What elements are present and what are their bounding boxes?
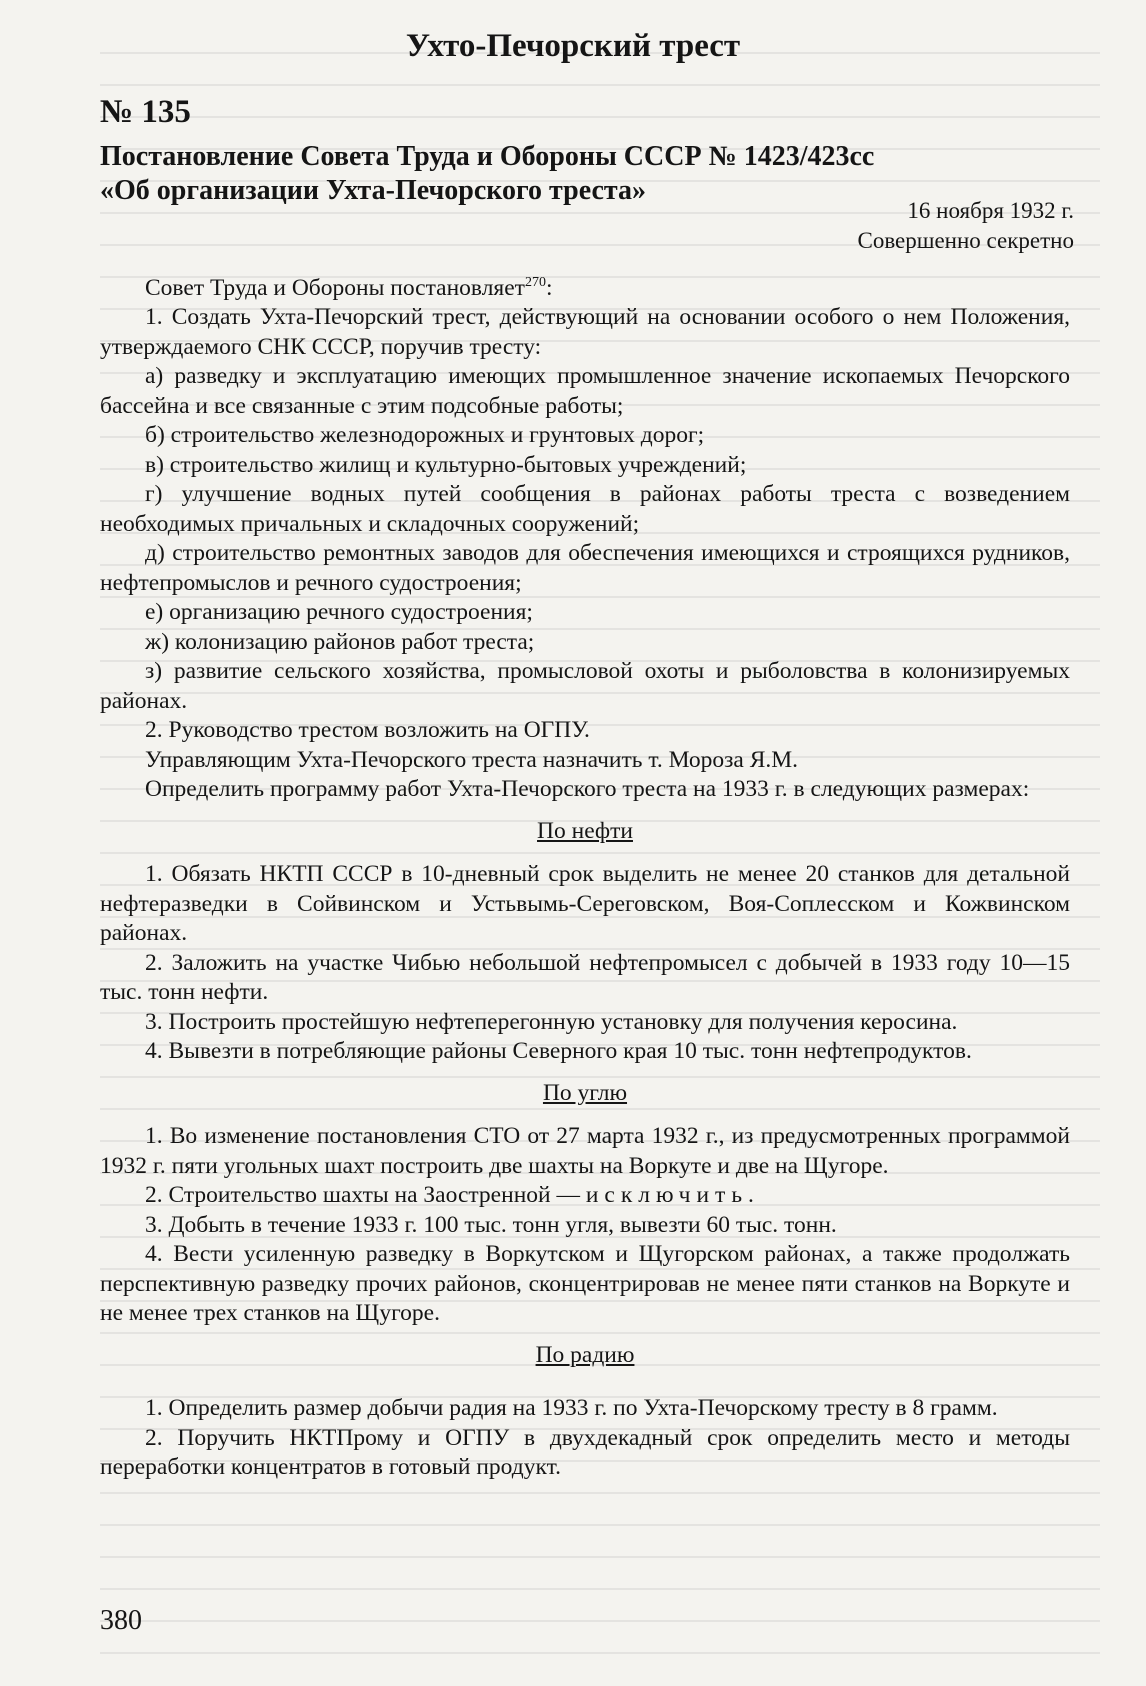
item-1: 1. Создать Ухта-Печорский трест, действующий на основании особого о нем Положения, утверждаемого СНК СССР, поручив тресту: [100,304,1070,360]
intro-paragraph: Совет Труда и Обороны постановляет$^{270}$: [145,274,553,301]
item-1-sub-v: в) строительство жилищ и культурно-бытовых учреждений; [145,451,747,478]
coal-item-3: 3. Добыть в течение 1933 г. 100 тыс. тонн угля, вывезти 60 тыс. тонн. [145,1211,837,1238]
manager-appointment: Управляющим Ухта-Печорского треста назначить т. Мороза Я.М. [145,746,799,773]
title-line-2: «Об организации Ухта-Печорского треста» [100,175,646,206]
document-number: № 135 [100,94,191,130]
item-1-sub-zh: ж) колонизацию районов работ треста; [145,628,535,655]
running-head: Ухто-Печорский трест [405,28,741,64]
section-radium-heading: По радию [535,1341,635,1368]
coal-item-1: 1. Во изменение постановления СТО от 27 марта 1932 г., из предусмотренных программой 1932 г. пяти угольных шахт построить две шахты на Воркуте и две на Щугоре. [100,1123,1070,1179]
item-1-sub-z: з) развитие сельского хозяйства, промысловой охоты и рыболовства в колонизируемых районах. [100,658,1070,714]
section-oil-heading: По нефти [537,817,633,844]
footnote-ref: 270 [524,275,546,290]
document-title [100,140,874,208]
radium-item-2: 2. Поручить НКТПрому и ОГПУ в двухдекадный срок определить место и методы переработки концентратов в готовый продукт. [100,1424,1070,1481]
classification-mark: Совершенно секретно [857,228,1074,253]
program-intro: Определить программу работ Ухта-Печорского треста на 1933 г. в следующих размерах: [145,776,1030,803]
body-text [100,268,1070,1483]
item-1-sub-d: д) строительство ремонтных заводов для обеспечения имеющихся и строящихся рудников, нефтепромыслов и речного судостроения; [100,540,1070,596]
oil-item-3: 3. Построить простейшую нефтеперегонную установку для получения керосина. [145,1008,958,1035]
coal-item-4: 4. Вести усиленную разведку в Воркутском и Щугорском районах, а также продолжать перспективную разведку прочих районов, сконцентрировав не менее пяти станков на Воркуте и не менее трех станков на Щугоре. [100,1241,1070,1327]
item-2: 2. Руководство трестом возложить на ОГПУ. [145,717,590,744]
coal-item-2: 2. Строительство шахты на Заостренной — исключить. [145,1182,760,1209]
item-1-sub-g: г) улучшение водных путей сообщения в районах работы треста с возведением необходимых причальных и складочных сооружений; [100,481,1070,537]
radium-item-1: 1. Определить размер добычи радия на 1933 г. по Ухта-Печорскому тресту в 8 грамм. [145,1395,998,1422]
oil-item-1: 1. Обязать НКТП СССР в 10-дневный срок выделить не менее 20 станков для детальной нефтеразведки в Сойвинском и Устьвымь-Сереговском, Воя-Соплесском и Кожвинском районах. [100,861,1070,947]
oil-item-4: 4. Вывезти в потребляющие районы Северного края 10 тыс. тонн нефтепродуктов. [145,1038,972,1065]
document-date: 16 ноября 1932 г. [907,198,1074,223]
item-1-sub-e: е) организацию речного судостроения; [145,599,533,626]
item-1-sub-b: б) строительство железнодорожных и грунтовых дорог; [145,422,705,449]
item-1-sub-a: а) разведку и эксплуатацию имеющих промышленное значение ископаемых Печорского бассейна и все связанные с этим подсобные работы; [100,363,1070,419]
title-line-1: Постановление Совета Труда и Обороны СССР № 1423/423сс [100,141,875,172]
oil-item-2: 2. Заложить на участке Чибью небольшой нефтепромысел с добычей в 1933 году 10—15 тыс. тонн нефти. [100,949,1070,1006]
page-number: 380 [100,1605,142,1636]
section-coal-heading: По углю [542,1079,628,1106]
